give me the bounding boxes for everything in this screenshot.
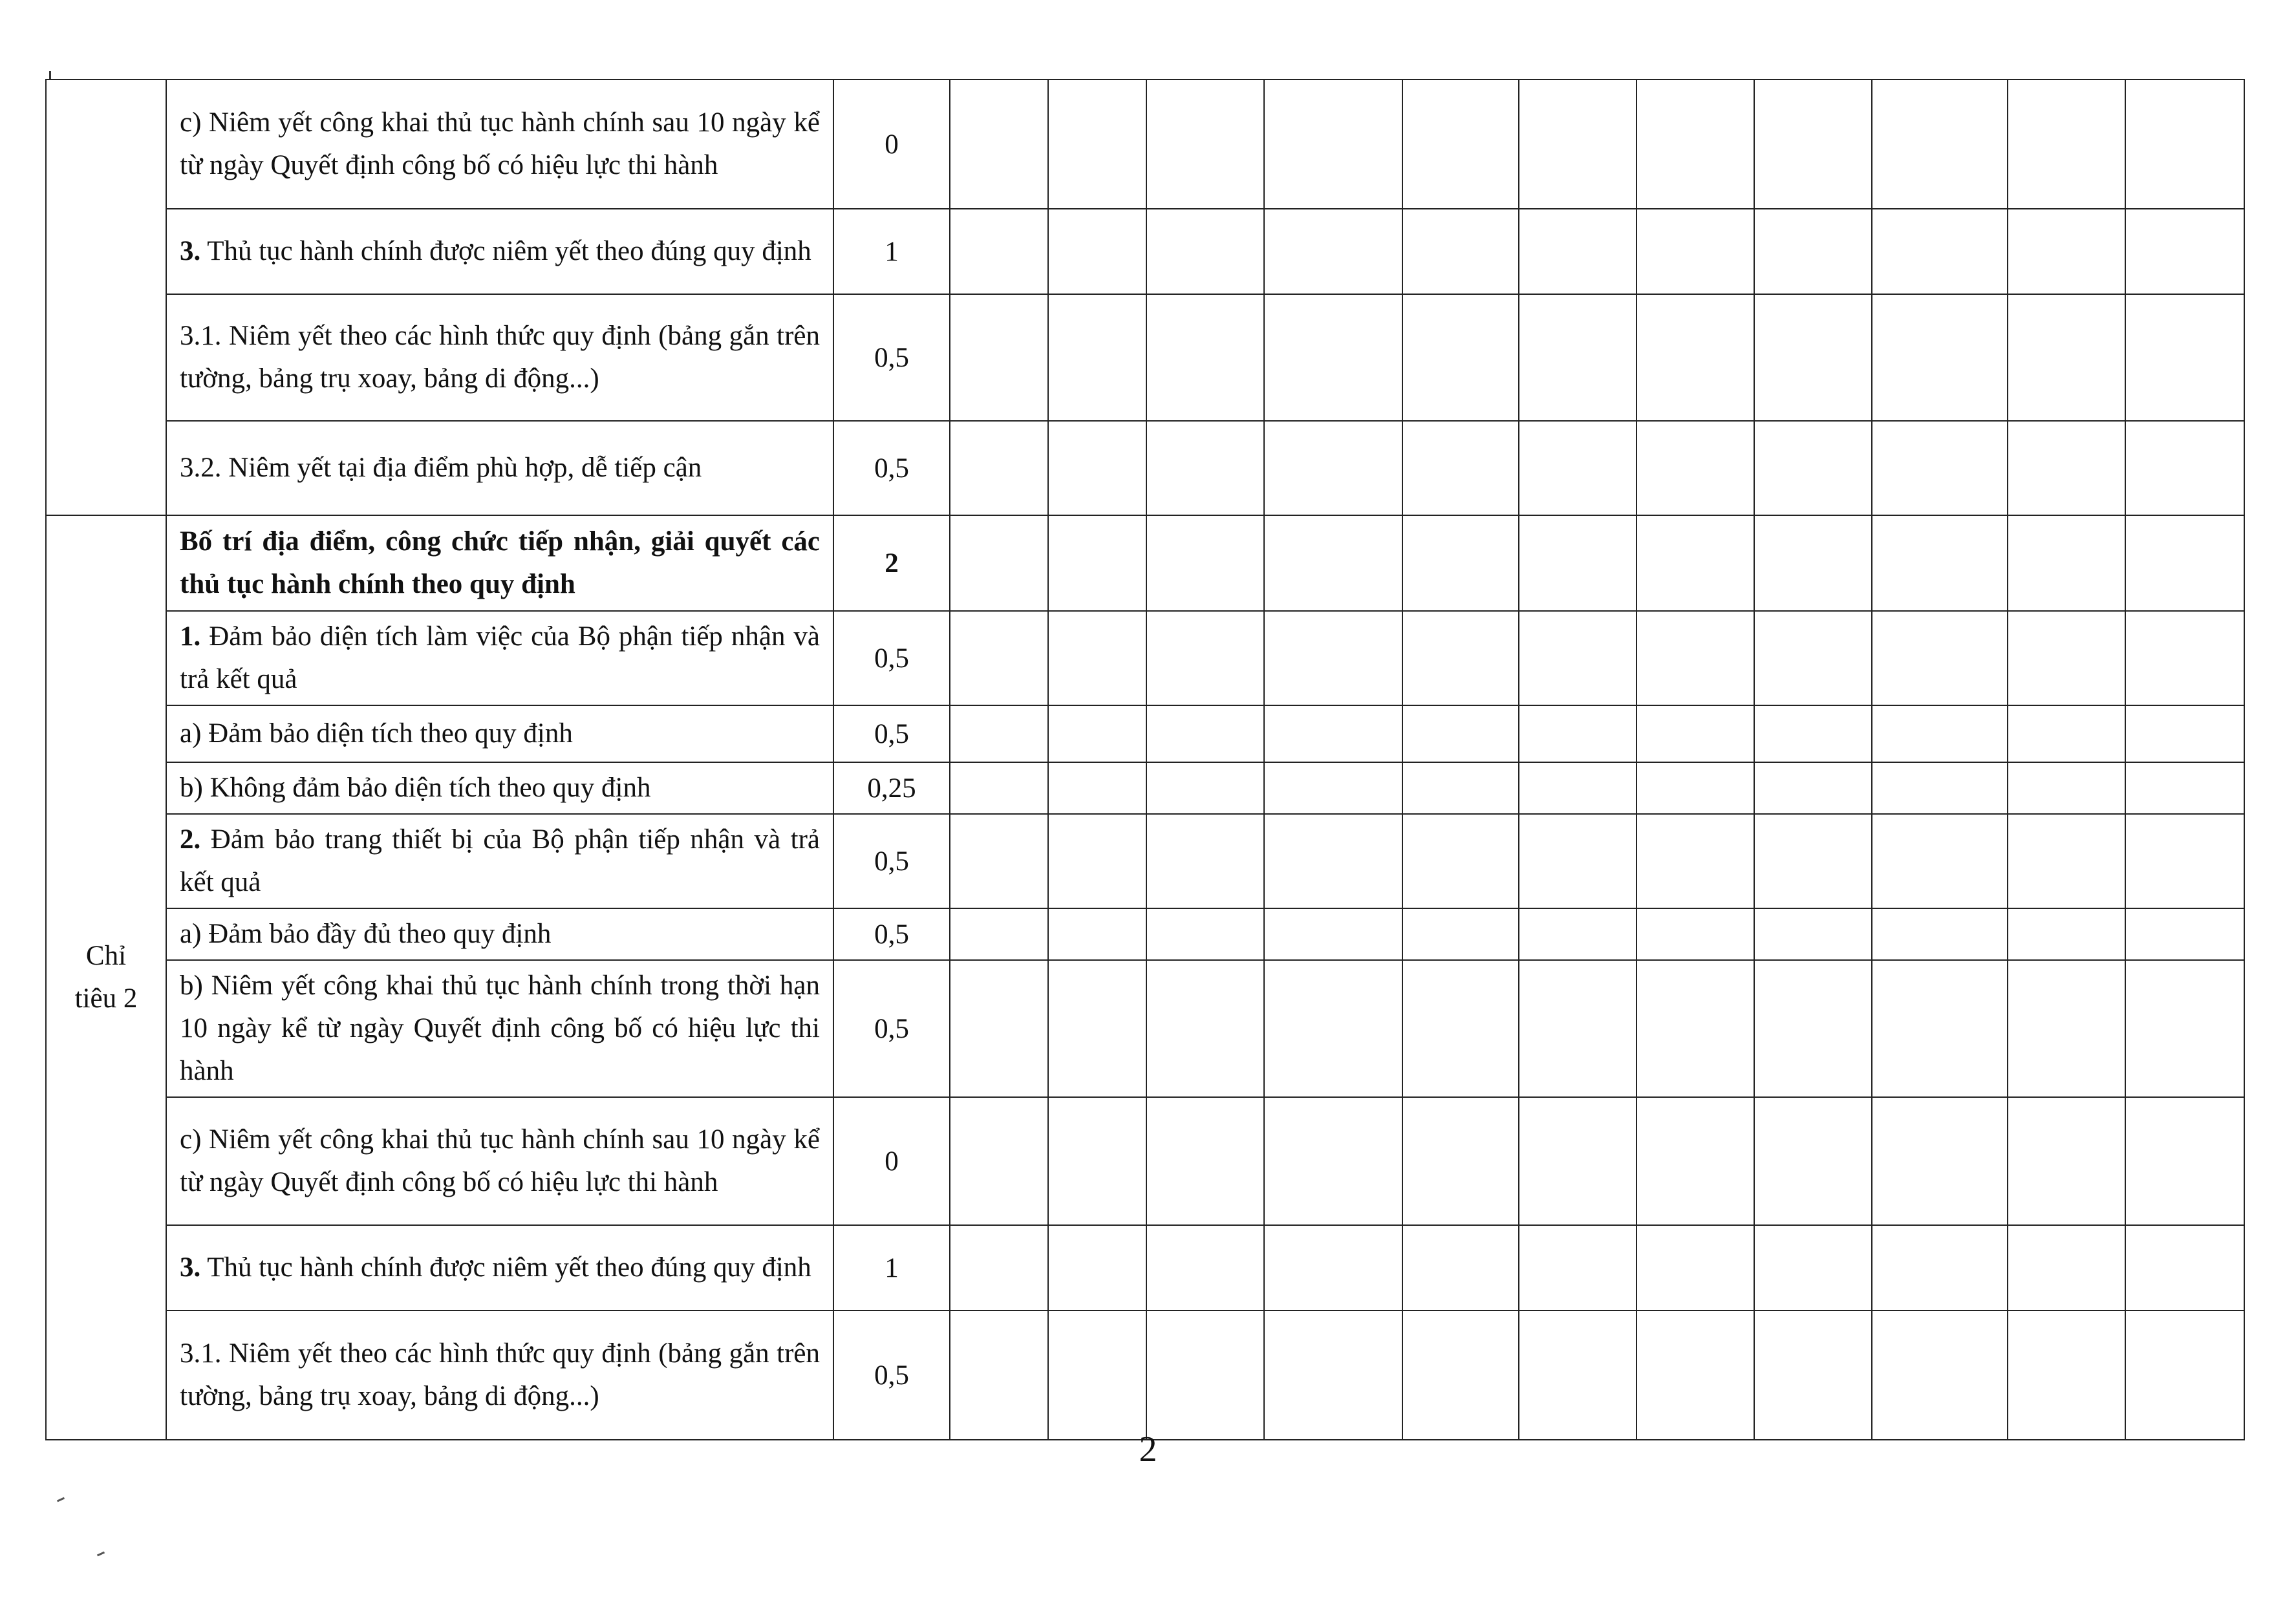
max-score: 0,5: [874, 453, 909, 484]
table-row: [46, 1310, 2244, 1440]
table-row: [46, 80, 2244, 209]
criterion-text: Thủ tục hành chính được niêm yết theo đúng quy định: [200, 236, 811, 266]
empty-cell: [1048, 421, 1146, 515]
criterion-number: 3.: [180, 1252, 201, 1283]
empty-cell: [1754, 1097, 1872, 1225]
empty-cell: [1146, 611, 1264, 705]
table-row: [46, 294, 2244, 421]
empty-cell: [1519, 1225, 1636, 1310]
criterion-text-cell: [166, 80, 833, 209]
score-cell: [833, 294, 950, 421]
score-cell: [833, 611, 950, 705]
empty-cell: [1754, 908, 1872, 960]
score-cell: [833, 960, 950, 1097]
empty-cell: [2008, 1097, 2125, 1225]
empty-cell: [1264, 209, 1402, 294]
empty-cell: [1636, 515, 1754, 611]
criterion-text-cell: [166, 611, 833, 705]
empty-cell: [1264, 762, 1402, 814]
empty-cell: [1872, 80, 2008, 209]
empty-cell: [2125, 80, 2244, 209]
criterion-text: b) Niêm yết công khai thủ tục hành chính trong thời hạn 10 ngày kể từ ngày Quyết định công bố có hiệu lực thi hành: [180, 970, 820, 1086]
table-row: [46, 515, 2244, 611]
max-score: 1: [885, 1252, 899, 1283]
empty-cell: [1402, 960, 1519, 1097]
max-score: 0: [885, 129, 899, 160]
empty-cell: [1264, 421, 1402, 515]
criterion-text: Đảm bảo trang thiết bị của Bộ phận tiếp nhận và trả kết quả: [180, 824, 820, 897]
empty-cell: [1872, 908, 2008, 960]
table-row: [46, 611, 2244, 705]
empty-cell: [1636, 814, 1754, 908]
empty-cell: [1872, 1097, 2008, 1225]
empty-cell: [1264, 1310, 1402, 1440]
empty-cell: [1048, 209, 1146, 294]
empty-cell: [1264, 515, 1402, 611]
empty-cell: [1402, 80, 1519, 209]
empty-cell: [2125, 1225, 2244, 1310]
criterion-text: 3.2. Niêm yết tại địa điểm phù hợp, dễ tiếp cận: [180, 453, 702, 483]
empty-cell: [2125, 515, 2244, 611]
empty-cell: [2125, 705, 2244, 762]
empty-cell: [950, 209, 1048, 294]
empty-cell: [950, 1310, 1048, 1440]
criterion-text: Thủ tục hành chính được niêm yết theo đúng quy định: [200, 1252, 811, 1283]
criterion-text: a) Đảm bảo diện tích theo quy định: [180, 718, 573, 749]
empty-cell: [1402, 209, 1519, 294]
criterion-text: Bố trí địa điểm, công chức tiếp nhận, giải quyết các thủ tục hành chính theo quy định: [180, 526, 820, 599]
table-row: [46, 421, 2244, 515]
empty-cell: [1519, 1310, 1636, 1440]
empty-cell: [1519, 1097, 1636, 1225]
empty-cell: [1636, 762, 1754, 814]
empty-cell: [1402, 1310, 1519, 1440]
criterion-text-cell: [166, 814, 833, 908]
group-cell-continued: [46, 80, 166, 515]
empty-cell: [1048, 1097, 1146, 1225]
empty-cell: [950, 814, 1048, 908]
empty-cell: [1264, 960, 1402, 1097]
score-cell: [833, 1097, 950, 1225]
empty-cell: [1636, 80, 1754, 209]
empty-cell: [1402, 705, 1519, 762]
criterion-number: 2.: [180, 824, 201, 855]
criterion-text-cell: [166, 294, 833, 421]
max-score: 0,5: [874, 1360, 909, 1391]
max-score: 0,25: [867, 773, 916, 804]
empty-cell: [2008, 421, 2125, 515]
empty-cell: [1048, 80, 1146, 209]
table-row: [46, 1097, 2244, 1225]
empty-cell: [2125, 814, 2244, 908]
empty-cell: [1048, 1225, 1146, 1310]
empty-cell: [1048, 960, 1146, 1097]
empty-cell: [1264, 611, 1402, 705]
empty-cell: [1048, 705, 1146, 762]
empty-cell: [1872, 421, 2008, 515]
empty-cell: [1636, 908, 1754, 960]
empty-cell: [1754, 421, 1872, 515]
empty-cell: [1519, 80, 1636, 209]
empty-cell: [1754, 294, 1872, 421]
criterion-number: 3.: [180, 236, 201, 266]
empty-cell: [1146, 294, 1264, 421]
empty-cell: [1146, 1310, 1264, 1440]
empty-cell: [2125, 1097, 2244, 1225]
empty-cell: [1872, 1225, 2008, 1310]
empty-cell: [1146, 705, 1264, 762]
empty-cell: [1146, 908, 1264, 960]
empty-cell: [2008, 705, 2125, 762]
criterion-text-cell: [166, 762, 833, 814]
empty-cell: [1754, 515, 1872, 611]
empty-cell: [1872, 515, 2008, 611]
empty-cell: [2008, 611, 2125, 705]
empty-cell: [1636, 421, 1754, 515]
empty-cell: [1048, 762, 1146, 814]
max-score: 0,5: [874, 643, 909, 674]
empty-cell: [2008, 762, 2125, 814]
empty-cell: [1872, 1310, 2008, 1440]
table-row: [46, 705, 2244, 762]
score-cell: [833, 908, 950, 960]
score-cell: [833, 80, 950, 209]
empty-cell: [1402, 515, 1519, 611]
criterion-text-cell: [166, 209, 833, 294]
empty-cell: [1146, 762, 1264, 814]
empty-cell: [1754, 1225, 1872, 1310]
empty-cell: [1146, 80, 1264, 209]
empty-cell: [1146, 1225, 1264, 1310]
empty-cell: [950, 611, 1048, 705]
empty-cell: [1636, 1310, 1754, 1440]
score-cell: [833, 705, 950, 762]
empty-cell: [1754, 960, 1872, 1097]
empty-cell: [1519, 515, 1636, 611]
empty-cell: [950, 960, 1048, 1097]
empty-cell: [1754, 705, 1872, 762]
page-number: 2: [1139, 1429, 1157, 1470]
criterion-text-cell: [166, 705, 833, 762]
score-cell: [833, 762, 950, 814]
empty-cell: [1402, 762, 1519, 814]
empty-cell: [2008, 908, 2125, 960]
criterion-number: 1.: [180, 621, 201, 652]
empty-cell: [2008, 960, 2125, 1097]
empty-cell: [1402, 421, 1519, 515]
empty-cell: [1519, 421, 1636, 515]
empty-cell: [2008, 1310, 2125, 1440]
empty-cell: [1264, 705, 1402, 762]
empty-cell: [1636, 611, 1754, 705]
empty-cell: [2008, 814, 2125, 908]
empty-cell: [1264, 1097, 1402, 1225]
empty-cell: [950, 515, 1048, 611]
empty-cell: [1754, 209, 1872, 294]
empty-cell: [1146, 814, 1264, 908]
empty-cell: [2008, 515, 2125, 611]
score-cell: [833, 1225, 950, 1310]
max-score: 1: [885, 236, 899, 267]
empty-cell: [1402, 294, 1519, 421]
max-score: 0,5: [874, 846, 909, 877]
max-score: 0,5: [874, 342, 909, 373]
empty-cell: [1264, 80, 1402, 209]
empty-cell: [950, 80, 1048, 209]
empty-cell: [1872, 814, 2008, 908]
empty-cell: [950, 1097, 1048, 1225]
table-row: [46, 209, 2244, 294]
empty-cell: [950, 1225, 1048, 1310]
empty-cell: [1872, 762, 2008, 814]
empty-cell: [1146, 421, 1264, 515]
empty-cell: [1636, 960, 1754, 1097]
score-cell: [833, 209, 950, 294]
empty-cell: [2125, 421, 2244, 515]
empty-cell: [1264, 908, 1402, 960]
empty-cell: [1048, 814, 1146, 908]
empty-cell: [1048, 611, 1146, 705]
criterion-text: 3.1. Niêm yết theo các hình thức quy định (bảng gắn trên tường, bảng trụ xoay, bảng di động...): [180, 1338, 820, 1411]
criterion-text: c) Niêm yết công khai thủ tục hành chính sau 10 ngày kể từ ngày Quyết định công bố có hiệu lực thi hành: [180, 1124, 820, 1197]
empty-cell: [2125, 294, 2244, 421]
scan-speck: [97, 1552, 105, 1557]
empty-cell: [1636, 1097, 1754, 1225]
empty-cell: [1048, 908, 1146, 960]
empty-cell: [950, 294, 1048, 421]
empty-cell: [1636, 209, 1754, 294]
group-label-cell: [46, 515, 166, 1440]
criterion-text-cell: [166, 515, 833, 611]
empty-cell: [1872, 611, 2008, 705]
empty-cell: [1872, 960, 2008, 1097]
empty-cell: [2125, 1310, 2244, 1440]
empty-cell: [1519, 705, 1636, 762]
table-row: [46, 762, 2244, 814]
empty-cell: [1146, 960, 1264, 1097]
empty-cell: [1519, 294, 1636, 421]
empty-cell: [1264, 1225, 1402, 1310]
empty-cell: [2125, 908, 2244, 960]
max-score: 0,5: [874, 718, 909, 749]
empty-cell: [1636, 1225, 1754, 1310]
empty-cell: [1048, 294, 1146, 421]
empty-cell: [1872, 294, 2008, 421]
criterion-text-cell: [166, 960, 833, 1097]
empty-cell: [1519, 908, 1636, 960]
empty-cell: [1264, 294, 1402, 421]
empty-cell: [950, 908, 1048, 960]
empty-cell: [1872, 705, 2008, 762]
empty-cell: [1048, 1310, 1146, 1440]
empty-cell: [1146, 209, 1264, 294]
empty-cell: [1872, 209, 2008, 294]
empty-cell: [2125, 762, 2244, 814]
criterion-text: a) Đảm bảo đầy đủ theo quy định: [180, 919, 552, 949]
empty-cell: [1402, 1097, 1519, 1225]
empty-cell: [2008, 294, 2125, 421]
empty-cell: [950, 762, 1048, 814]
empty-cell: [2125, 960, 2244, 1097]
empty-cell: [1402, 611, 1519, 705]
max-score: 0,5: [874, 1013, 909, 1044]
empty-cell: [1519, 762, 1636, 814]
empty-cell: [1402, 1225, 1519, 1310]
score-cell: [833, 1310, 950, 1440]
criterion-text-cell: [166, 1310, 833, 1440]
empty-cell: [1048, 515, 1146, 611]
scan-speck: [57, 1497, 65, 1502]
empty-cell: [1754, 80, 1872, 209]
empty-cell: [1402, 908, 1519, 960]
group-label: Chỉ tiêu 2: [74, 941, 138, 1014]
empty-cell: [1754, 1310, 1872, 1440]
score-cell: [833, 421, 950, 515]
empty-cell: [2008, 1225, 2125, 1310]
empty-cell: [2008, 80, 2125, 209]
empty-cell: [1754, 611, 1872, 705]
table-row: [46, 960, 2244, 1097]
empty-cell: [1519, 814, 1636, 908]
criterion-text-cell: [166, 1225, 833, 1310]
empty-cell: [1146, 515, 1264, 611]
table-row: [46, 814, 2244, 908]
criterion-text-cell: [166, 908, 833, 960]
empty-cell: [950, 705, 1048, 762]
empty-cell: [2008, 209, 2125, 294]
score-cell: [833, 515, 950, 611]
empty-cell: [1146, 1097, 1264, 1225]
table-row: [46, 1225, 2244, 1310]
evaluation-table: [45, 79, 2245, 1440]
criterion-text: b) Không đảm bảo diện tích theo quy định: [180, 773, 651, 803]
empty-cell: [1754, 814, 1872, 908]
empty-cell: [2125, 611, 2244, 705]
empty-cell: [1519, 611, 1636, 705]
empty-cell: [950, 421, 1048, 515]
empty-cell: [1519, 960, 1636, 1097]
empty-cell: [1636, 294, 1754, 421]
empty-cell: [1519, 209, 1636, 294]
empty-cell: [2125, 209, 2244, 294]
max-score: 0: [885, 1146, 899, 1177]
score-cell: [833, 814, 950, 908]
criterion-text-cell: [166, 421, 833, 515]
table-row: [46, 908, 2244, 960]
empty-cell: [1754, 762, 1872, 814]
empty-cell: [1636, 705, 1754, 762]
criterion-text: Đảm bảo diện tích làm việc của Bộ phận tiếp nhận và trả kết quả: [180, 621, 820, 694]
empty-cell: [1264, 814, 1402, 908]
max-score: 2: [885, 548, 899, 579]
criterion-text: 3.1. Niêm yết theo các hình thức quy định (bảng gắn trên tường, bảng trụ xoay, bảng di động...): [180, 321, 820, 394]
empty-cell: [1402, 814, 1519, 908]
max-score: 0,5: [874, 919, 909, 950]
criterion-text-cell: [166, 1097, 833, 1225]
criterion-text: c) Niêm yết công khai thủ tục hành chính sau 10 ngày kể từ ngày Quyết định công bố có hiệu lực thi hành: [180, 107, 820, 180]
